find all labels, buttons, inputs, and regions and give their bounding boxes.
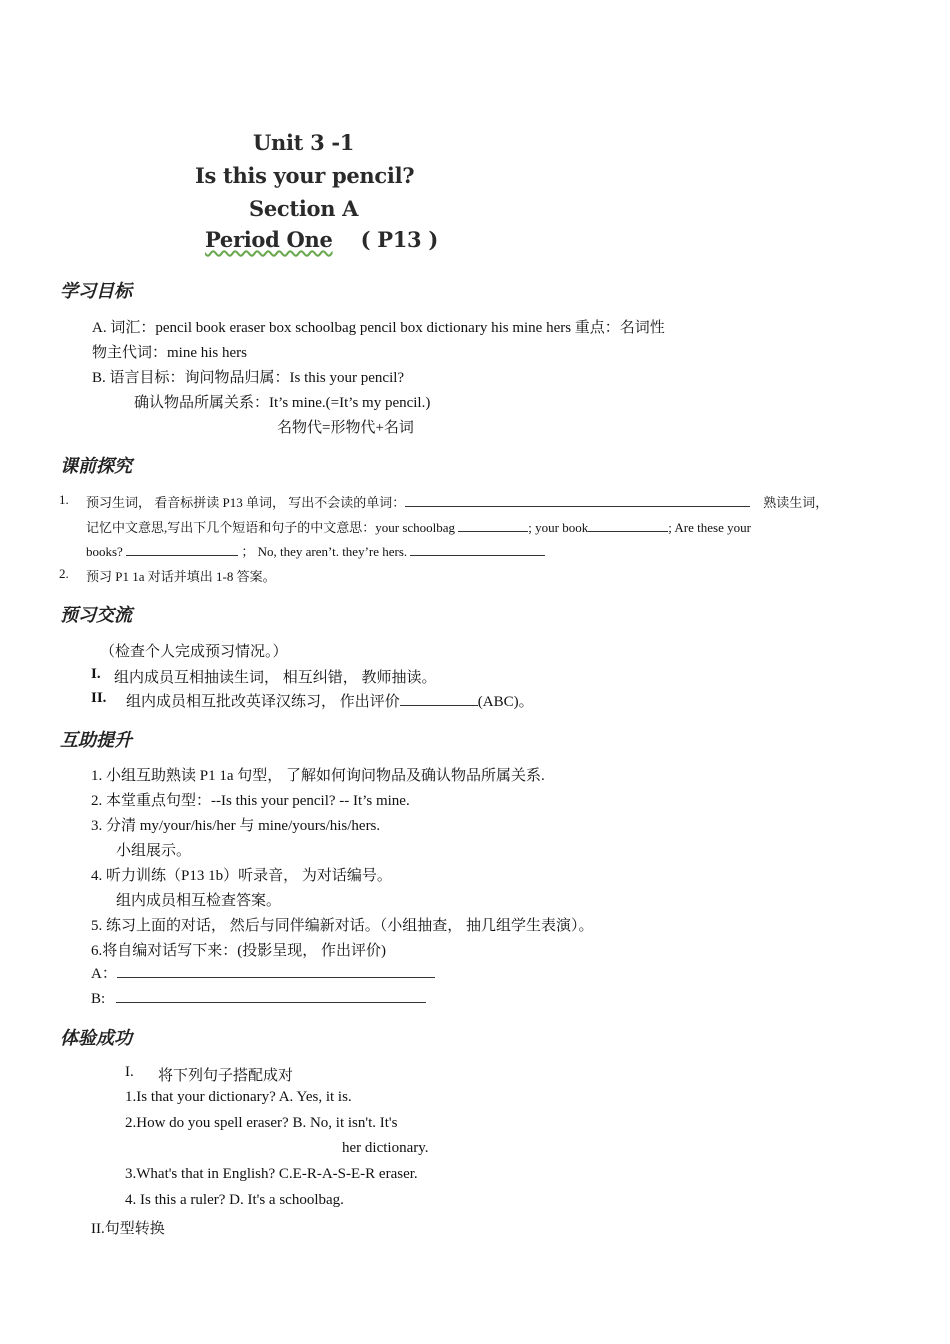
answer-blank[interactable] — [410, 542, 545, 556]
matching-row-2-cont: her dictionary. — [342, 1140, 429, 1156]
vocab-line-2: 物主代词：mine his hers — [92, 345, 247, 361]
heading-experience-success: 体验成功 — [60, 1028, 132, 1049]
exchange-item-2 — [126, 690, 534, 711]
preview-item-1-line3 — [86, 541, 545, 560]
language-goal-2: 确认物品所属关系：It’s mine.(=It’s my pencil.) — [134, 395, 431, 411]
preview-item-1-line2-tail: ; Are these your — [668, 520, 751, 535]
answer-blank[interactable] — [405, 493, 750, 507]
pronoun-formula: 名物代=形物代+名词 — [277, 420, 414, 436]
roman-numeral-i: I. — [125, 1064, 134, 1080]
matching-row-4: 4. Is this a ruler? D. It's a schoolbag. — [125, 1192, 344, 1208]
answer-blank[interactable] — [117, 964, 435, 978]
preview-item-1-line3-b: ； No, they aren’t. they’re hers. — [241, 544, 408, 559]
exchange-item-2-tail: (ABC)。 — [477, 694, 534, 710]
help-step-4-note: 组内成员相互检查答案。 — [116, 893, 282, 909]
matching-row-1: 1.Is that your dictionary? A. Yes, it is. — [125, 1089, 352, 1105]
help-step-6: 6.将自编对话写下来：(投影呈现， 作出评价) — [91, 943, 386, 959]
title-question: Is this your pencil? — [195, 163, 415, 188]
dialogue-label-a: A： — [91, 966, 117, 982]
preview-item-1-line2-text: 记忆中文意思,写出下几个短语和句子的中文意思：your schoolbag — [86, 520, 456, 535]
answer-blank[interactable] — [588, 518, 668, 532]
list-number-1: 1. — [59, 492, 69, 507]
heading-mutual-help: 互助提升 — [60, 730, 132, 751]
matching-row-2: 2.How do you spell eraser? B. No, it isn't. It's — [125, 1115, 398, 1131]
title-period — [205, 227, 438, 252]
title-unit: Unit 3 -1 — [253, 130, 355, 155]
heading-preview-exchange: 预习交流 — [60, 605, 132, 626]
language-goal: B. 语言目标：询问物品归属：Is this your pencil? — [92, 370, 405, 386]
roman-numeral-1: I. — [91, 666, 101, 682]
preview-item-1-line3-a: books? — [86, 544, 123, 559]
preview-item-1-text: 预习生词， 看音标拼读 P13 单词， 写出不会读的单词： — [86, 495, 406, 510]
exchange-note: （检查个人完成预习情况。） — [100, 644, 288, 660]
answer-blank[interactable] — [400, 692, 478, 706]
list-number-2: 2. — [59, 566, 69, 581]
heading-preview: 课前探究 — [60, 456, 132, 477]
exchange-item-1: 组内成员互相抽读生词， 相互纠错， 教师抽读。 — [114, 670, 437, 686]
roman-numeral-2: II. — [91, 690, 107, 706]
answer-blank[interactable] — [126, 542, 238, 556]
title-section: Section A — [249, 196, 359, 221]
preview-item-1-line2 — [86, 517, 751, 536]
title-period-name: Period One — [205, 227, 333, 252]
preview-item-1-line2-mid: ; your book — [528, 520, 589, 535]
matching-row-3: 3.What's that in English? C.E-R-A-S-E-R eraser. — [125, 1166, 418, 1182]
title-page: ( P13 ) — [360, 227, 439, 252]
sentence-transform-heading: II.句型转换 — [91, 1221, 165, 1237]
preview-item-1-tail: 熟读生词， — [763, 495, 829, 510]
dialogue-line-b — [91, 989, 426, 1008]
help-step-3: 3. 分清 my/your/his/her 与 mine/yours/his/hers. — [91, 818, 381, 834]
exchange-item-2-text: 组内成员相互批改英译汉练习， 作出评价 — [126, 694, 400, 710]
dialogue-label-b: B: — [91, 991, 106, 1007]
preview-item-2: 预习 P1 1a 对话并填出 1-8 答案。 — [86, 569, 276, 584]
vocab-line: A. 词汇：pencil book eraser box schoolbag pencil box dictionary his mine hers 重点：名词性 — [92, 320, 665, 336]
help-step-3-note: 小组展示。 — [116, 843, 192, 859]
preview-item-1 — [86, 492, 828, 511]
help-step-1: 1. 小组互助熟读 P1 1a 句型， 了解如何询问物品及确认物品所属关系. — [91, 768, 545, 784]
heading-learning-goals: 学习目标 — [60, 281, 132, 302]
answer-blank[interactable] — [116, 989, 426, 1003]
answer-blank[interactable] — [458, 518, 528, 532]
matching-title: 将下列句子搭配成对 — [158, 1068, 294, 1084]
help-step-4: 4. 听力训练（P13 1b）听录音， 为对话编号。 — [91, 868, 392, 884]
help-step-2: 2. 本堂重点句型：--Is this your pencil? -- It’s mine. — [91, 793, 410, 809]
dialogue-line-a — [91, 962, 435, 983]
help-step-5: 5. 练习上面的对话， 然后与同伴编新对话。（小组抽查， 抽几组学生表演）。 — [91, 918, 594, 934]
